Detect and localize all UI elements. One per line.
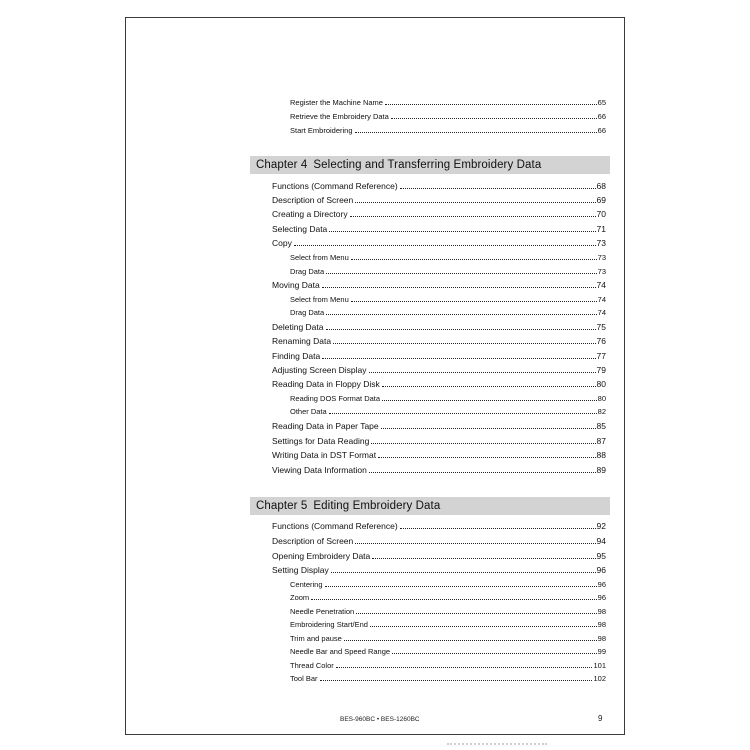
toc-entry-page: 98	[597, 634, 606, 643]
toc-subentry	[290, 591, 606, 603]
footer-page-number: 9	[598, 714, 603, 723]
toc-leader	[382, 386, 596, 387]
toc-leader	[351, 301, 597, 302]
toc-entry-title: Selecting Data	[272, 224, 328, 234]
toc-entry-title: Adjusting Screen Display	[272, 365, 367, 375]
scan-artifact	[447, 740, 547, 745]
toc-entry-page: 94	[596, 536, 606, 546]
toc-leader	[392, 653, 597, 654]
toc-entry-title: Needle Penetration	[290, 607, 355, 616]
toc-entry-page: 80	[597, 394, 606, 403]
toc-entry-title: Renaming Data	[272, 336, 332, 346]
toc-entry-page: 73	[596, 238, 606, 248]
toc-entry-page: 74	[597, 308, 606, 317]
toc-entry-page: 88	[596, 450, 606, 460]
toc-leader	[329, 413, 597, 414]
toc-leader	[325, 586, 597, 587]
toc-leader	[391, 118, 597, 119]
toc-entry-page: 66	[597, 126, 606, 135]
toc-entry-title: Viewing Data Information	[272, 465, 367, 475]
toc-subentry	[290, 672, 606, 684]
toc-subentry	[290, 265, 606, 277]
toc-entry	[272, 321, 606, 333]
toc-entry-page: 101	[593, 661, 606, 670]
toc-leader	[356, 613, 596, 614]
toc-leader	[326, 314, 596, 315]
toc-entry-title: Reading DOS Format Data	[290, 394, 381, 403]
toc-leader	[311, 599, 596, 600]
toc-entry	[272, 464, 606, 476]
toc-entry-title: Creating a Directory	[272, 209, 348, 219]
toc-entry-title: Settings for Data Reading	[272, 436, 370, 446]
toc-entry	[272, 364, 606, 376]
toc-entry	[272, 194, 606, 206]
toc-leader	[326, 329, 596, 330]
toc-leader	[370, 626, 597, 627]
toc-entry-page: 89	[596, 465, 606, 475]
toc-entry-title: Reading Data in Floppy Disk	[272, 379, 380, 389]
toc-entry-title: Setting Display	[272, 565, 329, 575]
toc-entry-title: Deleting Data	[272, 322, 324, 332]
toc-subentry	[290, 578, 606, 590]
toc-leader	[355, 543, 595, 544]
toc-entry-title: Drag Data	[290, 267, 325, 276]
toc-entry-page: 66	[597, 112, 606, 121]
toc-entry-title: Description of Screen	[272, 195, 354, 205]
toc-entry-page: 96	[597, 580, 606, 589]
toc-leader	[369, 472, 596, 473]
toc-leader	[322, 358, 595, 359]
toc-entry-title: Opening Embroidery Data	[272, 551, 371, 561]
toc-entry	[272, 279, 606, 291]
toc-entry	[272, 378, 606, 390]
toc-entry	[272, 535, 606, 547]
toc-leader	[355, 132, 597, 133]
toc-entry-title: Other Data	[290, 407, 327, 416]
toc-entry-page: 68	[596, 181, 606, 191]
toc-entry	[290, 110, 606, 122]
toc-entry-title: Register the Machine Name	[290, 98, 383, 107]
toc-entry-title: Zoom	[290, 593, 310, 602]
chapter-heading	[250, 497, 610, 515]
toc-leader	[378, 457, 595, 458]
toc-entry	[272, 564, 606, 576]
toc-entry-page: 96	[596, 565, 606, 575]
toc-leader	[400, 188, 596, 189]
toc-subentry	[290, 392, 606, 404]
toc-entry-page: 95	[596, 551, 606, 561]
toc-entry-title: Drag Data	[290, 308, 325, 317]
toc-leader	[351, 259, 597, 260]
toc-entry-page: 85	[596, 421, 606, 431]
toc-entry-title: Functions (Command Reference)	[272, 181, 398, 191]
chapter-title: Editing Embroidery Data	[313, 500, 441, 512]
toc-entry-page: 73	[597, 253, 606, 262]
toc-leader	[369, 372, 596, 373]
toc-entry-page: 75	[596, 322, 606, 332]
toc-entry-title: Embroidering Start/End	[290, 620, 368, 629]
toc-leader	[294, 245, 596, 246]
toc-entry-page: 98	[597, 607, 606, 616]
toc-leader	[350, 216, 596, 217]
toc-leader	[385, 104, 597, 105]
toc-entry-page: 71	[596, 224, 606, 234]
toc-entry-page: 92	[596, 521, 606, 531]
toc-leader	[344, 640, 597, 641]
toc-leader	[322, 287, 596, 288]
toc-entry-page: 96	[597, 593, 606, 602]
toc-entry-title: Select from Menu	[290, 253, 349, 262]
toc-subentry	[290, 293, 606, 305]
toc-entry-page: 70	[596, 209, 606, 219]
toc-entry-page: 80	[596, 379, 606, 389]
toc-subentry	[290, 405, 606, 417]
toc-entry-page: 87	[596, 436, 606, 446]
toc-subentry	[290, 605, 606, 617]
chapter-number: Chapter 5	[256, 500, 308, 512]
chapter-title: Selecting and Transferring Embroidery Data	[313, 159, 542, 171]
toc-entry-page: 74	[596, 280, 606, 290]
toc-entry-page: 76	[596, 336, 606, 346]
toc-entry-page: 65	[597, 98, 606, 107]
toc-entry-title: Copy	[272, 238, 292, 248]
toc-leader	[329, 231, 595, 232]
toc-entry-title: Reading Data in Paper Tape	[272, 421, 379, 431]
toc-leader	[333, 343, 595, 344]
toc-leader	[382, 400, 597, 401]
toc-entry-page: 69	[596, 195, 606, 205]
toc-entry-page: 79	[596, 365, 606, 375]
toc-entry	[272, 550, 606, 562]
toc-entry-title: Thread Color	[290, 661, 334, 670]
toc-entry	[272, 420, 606, 432]
toc-leader	[320, 680, 593, 681]
toc-entry-title: Functions (Command Reference)	[272, 521, 398, 531]
toc-entry-title: Tool Bar	[290, 674, 318, 683]
toc-entry	[290, 124, 606, 136]
toc-entry-title: Centering	[290, 580, 323, 589]
toc-leader	[372, 558, 595, 559]
toc-entry-page: 77	[596, 351, 606, 361]
toc-subentry	[290, 632, 606, 644]
toc-entry	[272, 449, 606, 461]
toc-subentry	[290, 659, 606, 671]
toc-entry-title: Finding Data	[272, 351, 321, 361]
toc-entry-title: Needle Bar and Speed Range	[290, 647, 391, 656]
chapter-heading	[250, 156, 610, 174]
toc-subentry	[290, 618, 606, 630]
toc-entry-page: 99	[597, 647, 606, 656]
toc-leader	[400, 528, 596, 529]
toc-entry	[272, 520, 606, 532]
toc-entry-page: 74	[597, 295, 606, 304]
toc-entry-page: 98	[597, 620, 606, 629]
toc-leader	[381, 428, 596, 429]
toc-leader	[326, 273, 596, 274]
toc-entry-page: 102	[593, 674, 606, 683]
toc-leader	[371, 443, 595, 444]
toc-leader	[331, 572, 596, 573]
toc-leader	[355, 202, 595, 203]
toc-leader	[336, 667, 593, 668]
toc-subentry	[290, 251, 606, 263]
toc-entry	[272, 223, 606, 235]
chapter-number: Chapter 4	[256, 159, 308, 171]
toc-entry	[272, 335, 606, 347]
toc-entry-title: Description of Screen	[272, 536, 354, 546]
toc-entry-page: 73	[597, 267, 606, 276]
toc-entry	[272, 435, 606, 447]
toc-entry-title: Retrieve the Embroidery Data	[290, 112, 389, 121]
toc-entry-title: Start Embroidering	[290, 126, 353, 135]
footer-model-names: BES-960BC • BES-1260BC	[340, 716, 420, 723]
toc-subentry	[290, 306, 606, 318]
toc-entry-page: 82	[597, 407, 606, 416]
toc-entry	[272, 350, 606, 362]
toc-entry-title: Trim and pause	[290, 634, 342, 643]
toc-entry-title: Writing Data in DST Format	[272, 450, 377, 460]
toc-entry-title: Select from Menu	[290, 295, 349, 304]
toc-subentry	[290, 645, 606, 657]
toc-entry-title: Moving Data	[272, 280, 320, 290]
toc-entry	[290, 96, 606, 108]
toc-entry	[272, 180, 606, 192]
toc-entry	[272, 208, 606, 220]
toc-entry	[272, 237, 606, 249]
